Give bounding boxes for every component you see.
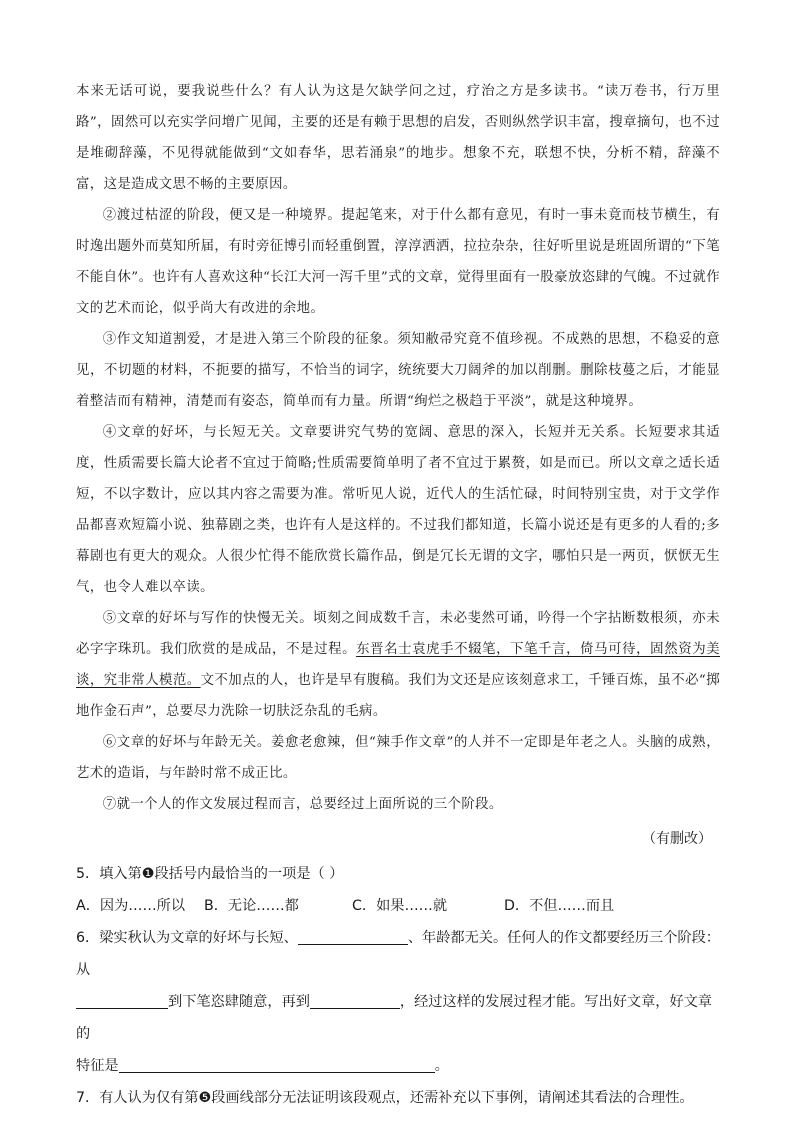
paragraph-4: ④文章的好坏，与长短无关。文章要讲究气势的宽阔、意思的深入，长短并无关系。长短要求其适度，性质需要长篇大论者不宜过于简略;性质需要简单明了者不宜过于累赘，如是而已。所以文章之适长适短，不以字数计，应以其内容之需要为准。常听见人说，近代人的生活忙碌，时间特别宝贵，对于文学作品都喜欢短篇小说、独幕剧之类，也许有人是这样的。不过我们都知道，长篇小说还是有更多的人看的;多幕剧也有更大的观众。人很少忙得不能欣赏长篇作品，倒是冗长无谓的文字，哪怕只是一两页，恹恹无生气，也令人难以卒读。 [76, 425, 720, 595]
question-6-text-4: ，经过这样的发展过程才能。写出好文章，好文章的 [76, 994, 713, 1042]
question-6-text-6: 。 [434, 1058, 449, 1074]
question-6-text-3: 到下笔恣肆随意，再到 [168, 994, 310, 1010]
question-6-text-5: 特征是 [76, 1058, 119, 1074]
answer-blank-2[interactable] [76, 992, 168, 1009]
paragraph-2: ②渡过枯涩的阶段，便又是一种境界。提起笔来，对于什么都有意见，有时一事未竟而枝节横生，有时逸出题外而莫知所届，有时旁征博引而轻重倒置，淳淳洒洒，拉拉杂杂，往好听里说是班固所谓的“下笔不能自休”。也许有人喜欢这种“长江大河一泻千里”式的文章，觉得里面有一股豪放恣肆的气魄。不过就作文的艺术而论，似乎尚大有改进的余地。 [76, 208, 720, 316]
reading-passage [76, 76, 720, 820]
questions [76, 858, 726, 1114]
paragraph-1: 本来无话可说，要我说些什么？有人认为这是欠缺学问之过，疗治之方是多读书。“读万卷书，行万里路”，固然可以充实学问增广见闻，主要的还是有赖于思想的启发，否则纵然学识丰富，搜章摘句，也不过是堆砌辞藻，不见得就能做到“文如春华，思若涌泉”的地步。想象不充，联想不快，分析不精，辞藻不富，这是造成文思不畅的主要原因。 [76, 84, 720, 192]
paragraph-5-text-a: ⑤文章的好坏与写作的快慢无关。顷刻之间成数千言，未必斐然可诵，吟得一个字拈断数根须，亦未必字字珠玑。我们欣赏的是成品，不是过程。 [76, 611, 720, 657]
option-d[interactable]: D．不但……而且 [504, 898, 615, 914]
option-c[interactable]: C．如果……就 [352, 898, 448, 914]
paragraph-5-underlined: 东晋名士袁虎手不辍笔，下笔千言，倚马可待，固然资为美谈，究非常人模范。 [76, 642, 720, 688]
question-6-text-1: 6．梁实秋认为文章的好坏与长短、 [76, 930, 298, 946]
answer-blank-3[interactable] [310, 992, 400, 1009]
paragraph-6: ⑥文章的好坏与年龄无关。姜愈老愈辣，但“辣手作文章”的人并不一定即是年老之人。头脑的成熟，艺术的造诣，与年龄时常不成正比。 [76, 735, 720, 781]
question-7-stem: 7．有人认为仅有第❺段画线部分无法证明该段观点，还需补充以下事例，请阐述其看法的合理性。 [76, 1090, 694, 1106]
question-6-text-2: 、年龄都无关。任何人的作文都要经历三个阶段：从 [76, 930, 720, 978]
question-5-options [76, 890, 726, 922]
paragraph-7: ⑦就一个人的作文发展过程而言，总要经过上面所说的三个阶段。 [102, 797, 503, 812]
answer-blank-1[interactable] [298, 928, 408, 945]
paragraph-5 [76, 603, 720, 727]
answer-blank-4[interactable] [119, 1056, 435, 1073]
question-6 [76, 922, 726, 1082]
option-b[interactable]: B．无论……都 [204, 898, 299, 914]
source-note: （有删改） [642, 831, 712, 847]
paragraph-3: ③作文知道割爱，才是进入第三个阶段的征象。须知敝帚究竟不值珍视。不成熟的思想，不稳妥的意见，不切题的材料，不扼要的描写，不恰当的词字，统统要大刀阔斧的加以削删。删除枝蔓之后，才能显着整洁而有精神，清楚而有姿态，简单而有力量。所谓“绚烂之极趋于平淡”，就是这种境界。 [76, 332, 720, 409]
option-a[interactable]: A．因为……所以 [76, 898, 186, 914]
paragraph-5-text-b: 文不加点的人，也许是早有腹稿。我们为文还是应该刻意求工，千锤百炼，虽不必“掷地作金石声”，总要尽力洗除一切肤泛杂乱的毛病。 [76, 673, 720, 719]
question-5-stem: 5．填入第❶段括号内最恰当的一项是（ ） [76, 866, 344, 882]
